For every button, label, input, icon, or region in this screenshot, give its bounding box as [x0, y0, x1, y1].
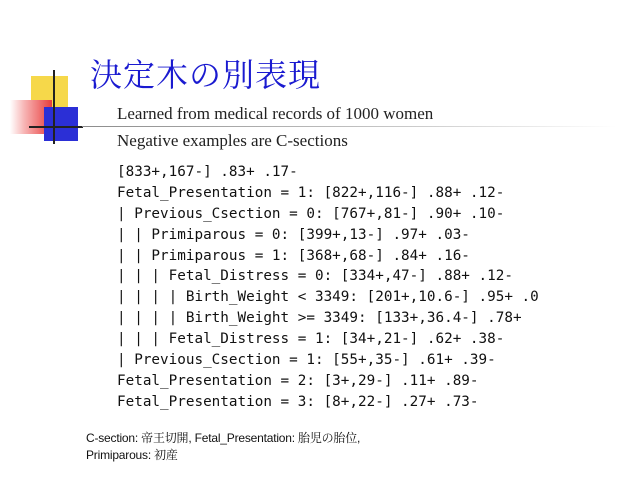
glossary-notes — [86, 430, 360, 464]
glossary-line: C-section: 帝王切開, Fetal_Presentation: 胎児の胎位, — [86, 431, 361, 445]
subtitle-line: Negative examples are C-sections — [117, 131, 348, 150]
tree-line: | | Primiparous = 0: [399+,13-] .97+ .03- — [117, 226, 470, 243]
tree-line: | | | | Birth_Weight < 3349: [201+,10.6-] .95+ .0 — [117, 289, 539, 306]
logo-blue-square — [44, 107, 78, 141]
tree-line: | | Primiparous = 1: [368+,68-] .84+ .16- — [117, 247, 470, 264]
logo-vertical-line — [53, 70, 55, 144]
tree-line: | | | Fetal_Distress = 0: [334+,47-] .88+ .12- — [117, 268, 513, 285]
slide-title: 決定木の別表現 — [90, 56, 322, 94]
tree-line: | Previous_Csection = 0: [767+,81-] .90+ .10- — [117, 205, 505, 222]
decision-tree-listing — [117, 162, 539, 413]
glossary-line: Primiparous: 初産 — [86, 448, 178, 462]
logo-horizontal-line — [29, 126, 83, 128]
tree-line: | | | Fetal_Distress = 1: [34+,21-] .62+ .38- — [117, 331, 505, 348]
tree-line: Fetal_Presentation = 3: [8+,22-] .27+ .73- — [117, 393, 479, 410]
tree-line: Fetal_Presentation = 1: [822+,116-] .88+ .12- — [117, 184, 505, 201]
title-divider — [82, 126, 616, 127]
tree-line: | Previous_Csection = 1: [55+,35-] .61+ .39- — [117, 352, 496, 369]
tree-line: Fetal_Presentation = 2: [3+,29-] .11+ .89- — [117, 372, 479, 389]
subtitle-line: Learned from medical records of 1000 women — [117, 104, 434, 123]
tree-line: | | | | Birth_Weight >= 3349: [133+,36.4-] .78+ — [117, 310, 522, 327]
tree-line: [833+,167-] .83+ .17- — [117, 164, 298, 180]
